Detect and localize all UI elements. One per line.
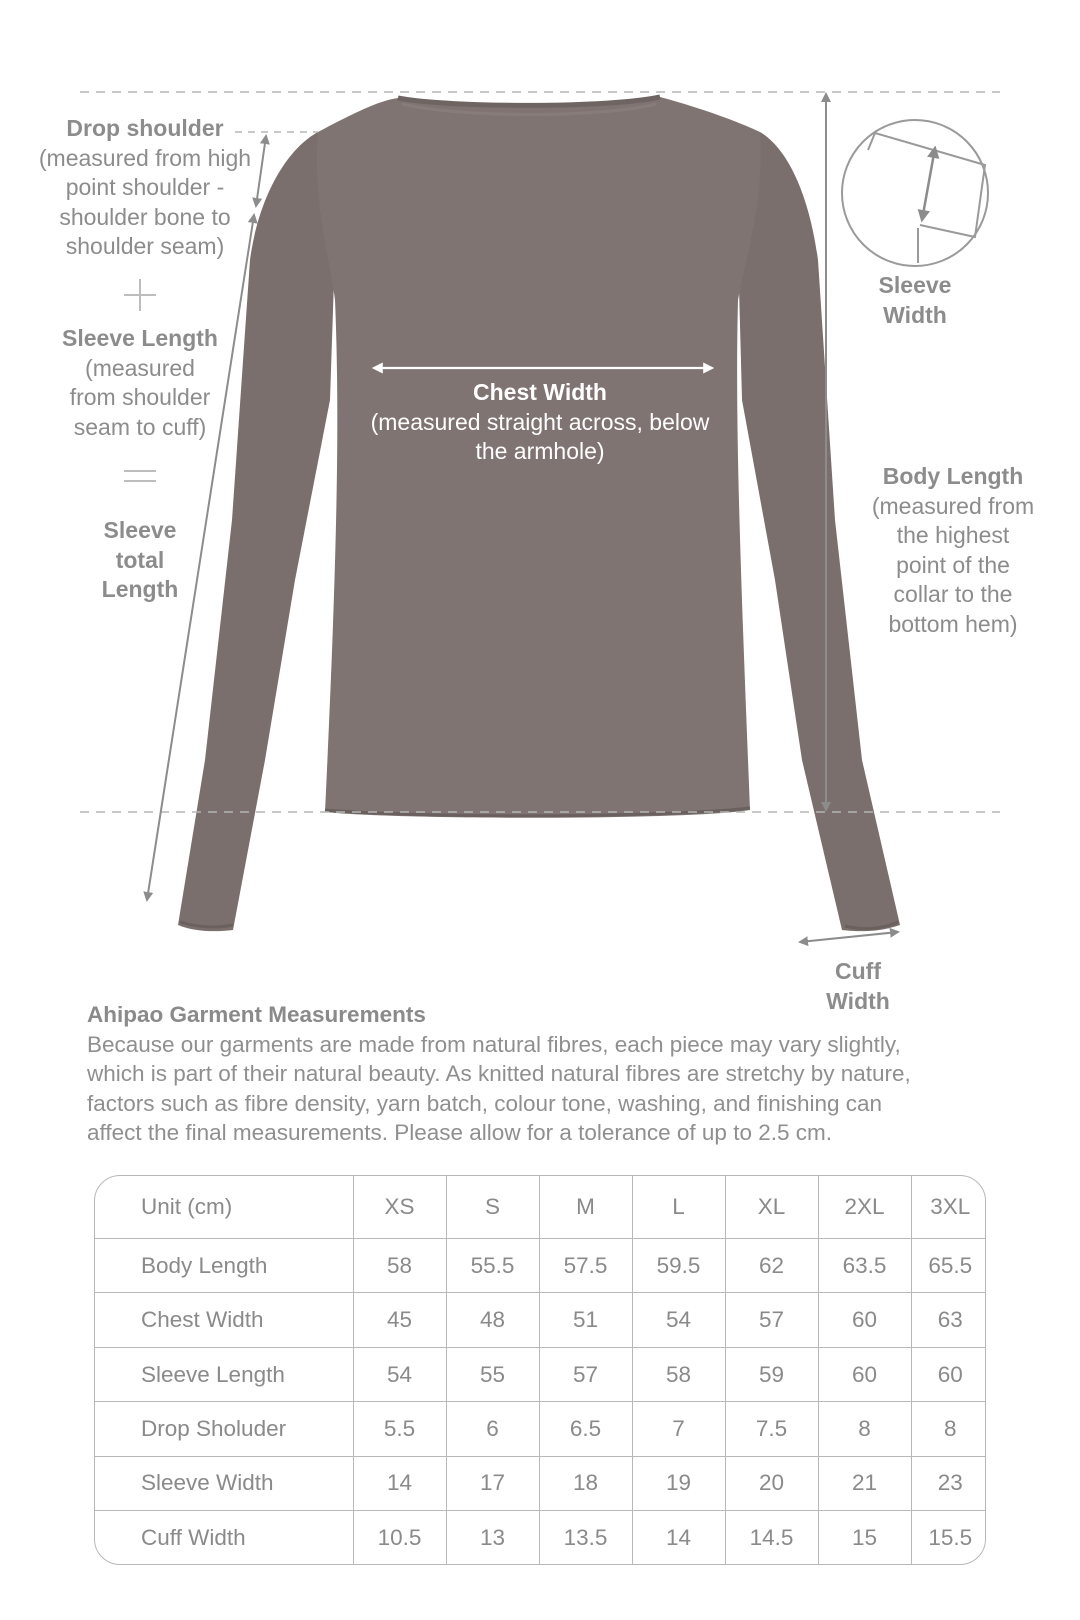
table-cell: 45 bbox=[353, 1293, 446, 1347]
table-cell: 59 bbox=[725, 1347, 818, 1401]
size-table bbox=[94, 1175, 986, 1565]
plus-symbol bbox=[124, 279, 156, 311]
table-row bbox=[95, 1239, 986, 1293]
table-cell: 21 bbox=[818, 1456, 911, 1510]
table-cell: 19 bbox=[632, 1456, 725, 1510]
table-row bbox=[95, 1511, 986, 1564]
table-cell: 62 bbox=[725, 1239, 818, 1293]
cuff-width-arrow bbox=[800, 932, 898, 942]
sleeve-total-length-label: Sleeve total Length bbox=[101, 517, 179, 602]
sleeve-width-inset bbox=[842, 120, 988, 266]
table-cell: 15.5 bbox=[911, 1511, 986, 1564]
table-cell: 54 bbox=[353, 1347, 446, 1401]
table-cell: 14 bbox=[353, 1456, 446, 1510]
table-cell: 13 bbox=[446, 1511, 539, 1564]
table-cell: 6 bbox=[446, 1402, 539, 1456]
table-cell: 57.5 bbox=[539, 1239, 632, 1293]
table-cell: 63.5 bbox=[818, 1239, 911, 1293]
table-cell: 57 bbox=[725, 1293, 818, 1347]
drop-shoulder-label: Drop shoulder (measured from high point shoulder - shoulder bone to shoulder seam) bbox=[30, 114, 260, 262]
intro-line: Because our garments are made from natural fibres, each piece may vary slightly, bbox=[87, 1031, 901, 1057]
table-cell: 5.5 bbox=[353, 1402, 446, 1456]
row-label: Body Length bbox=[95, 1239, 353, 1293]
sleeve-width-label: Sleeve Width bbox=[878, 272, 952, 328]
row-label: Sleeve Width bbox=[95, 1456, 353, 1510]
table-cell: 10.5 bbox=[353, 1511, 446, 1564]
table-header-row bbox=[95, 1176, 986, 1239]
header-cell: L bbox=[632, 1176, 725, 1239]
table-cell: 55.5 bbox=[446, 1239, 539, 1293]
table-cell: 48 bbox=[446, 1293, 539, 1347]
table-cell: 14 bbox=[632, 1511, 725, 1564]
row-label: Cuff Width bbox=[95, 1511, 353, 1564]
table-cell: 59.5 bbox=[632, 1239, 725, 1293]
row-label: Drop Sholuder bbox=[95, 1402, 353, 1456]
table-cell: 65.5 bbox=[911, 1239, 986, 1293]
table-row bbox=[95, 1402, 986, 1456]
body-length-title: Body Length bbox=[882, 463, 1024, 489]
equals-symbol bbox=[124, 468, 156, 484]
table-cell: 63 bbox=[911, 1293, 986, 1347]
row-label: Sleeve Length bbox=[95, 1347, 353, 1401]
sleeve-length-title: Sleeve Length bbox=[62, 325, 218, 351]
table-row bbox=[95, 1456, 986, 1510]
drop-shoulder-title: Drop shoulder bbox=[66, 115, 224, 141]
cuff-width-label: Cuff Width bbox=[826, 958, 890, 1014]
table-cell: 8 bbox=[911, 1402, 986, 1456]
chest-width-title: Chest Width bbox=[473, 379, 607, 405]
table-cell: 20 bbox=[725, 1456, 818, 1510]
table-cell: 17 bbox=[446, 1456, 539, 1510]
table-cell: 60 bbox=[911, 1347, 986, 1401]
header-cell: M bbox=[539, 1176, 632, 1239]
sleeve-length-label: Sleeve Length (measured from shoulder seam to cuff) bbox=[40, 324, 240, 442]
header-cell: XS bbox=[353, 1176, 446, 1239]
header-cell: 3XL bbox=[911, 1176, 986, 1239]
table-cell: 54 bbox=[632, 1293, 725, 1347]
table-cell: 7 bbox=[632, 1402, 725, 1456]
table-cell: 60 bbox=[818, 1293, 911, 1347]
measurements-intro bbox=[87, 1000, 1027, 1148]
table-cell: 58 bbox=[353, 1239, 446, 1293]
table-cell: 6.5 bbox=[539, 1402, 632, 1456]
row-label: Chest Width bbox=[95, 1293, 353, 1347]
table-cell: 57 bbox=[539, 1347, 632, 1401]
measurements-heading: Ahipao Garment Measurements bbox=[87, 1002, 426, 1027]
body-length-label: Body Length (measured from the highest point of the collar to the bottom hem) bbox=[848, 462, 1058, 639]
table-cell: 60 bbox=[818, 1347, 911, 1401]
table-cell: 51 bbox=[539, 1293, 632, 1347]
table-cell: 55 bbox=[446, 1347, 539, 1401]
table-cell: 13.5 bbox=[539, 1511, 632, 1564]
table-cell: 7.5 bbox=[725, 1402, 818, 1456]
chest-width-label: Chest Width (measured straight across, below the armhole) bbox=[340, 378, 740, 467]
intro-line: affect the final measurements. Please allow for a tolerance of up to 2.5 cm. bbox=[87, 1120, 832, 1145]
table-cell: 23 bbox=[911, 1456, 986, 1510]
table-row bbox=[95, 1347, 986, 1401]
table-cell: 15 bbox=[818, 1511, 911, 1564]
table-cell: 58 bbox=[632, 1347, 725, 1401]
intro-line: which is part of their natural beauty. As knitted natural fibres are stretchy by nature, bbox=[87, 1061, 911, 1086]
header-cell: Unit (cm) bbox=[95, 1176, 353, 1239]
table-cell: 14.5 bbox=[725, 1511, 818, 1564]
header-cell: XL bbox=[725, 1176, 818, 1239]
table-cell: 8 bbox=[818, 1402, 911, 1456]
header-cell: S bbox=[446, 1176, 539, 1239]
header-cell: 2XL bbox=[818, 1176, 911, 1239]
table-row bbox=[95, 1293, 986, 1347]
table-cell: 18 bbox=[539, 1456, 632, 1510]
intro-line: factors such as fibre density, yarn batch, colour tone, washing, and finishing can bbox=[87, 1090, 883, 1116]
